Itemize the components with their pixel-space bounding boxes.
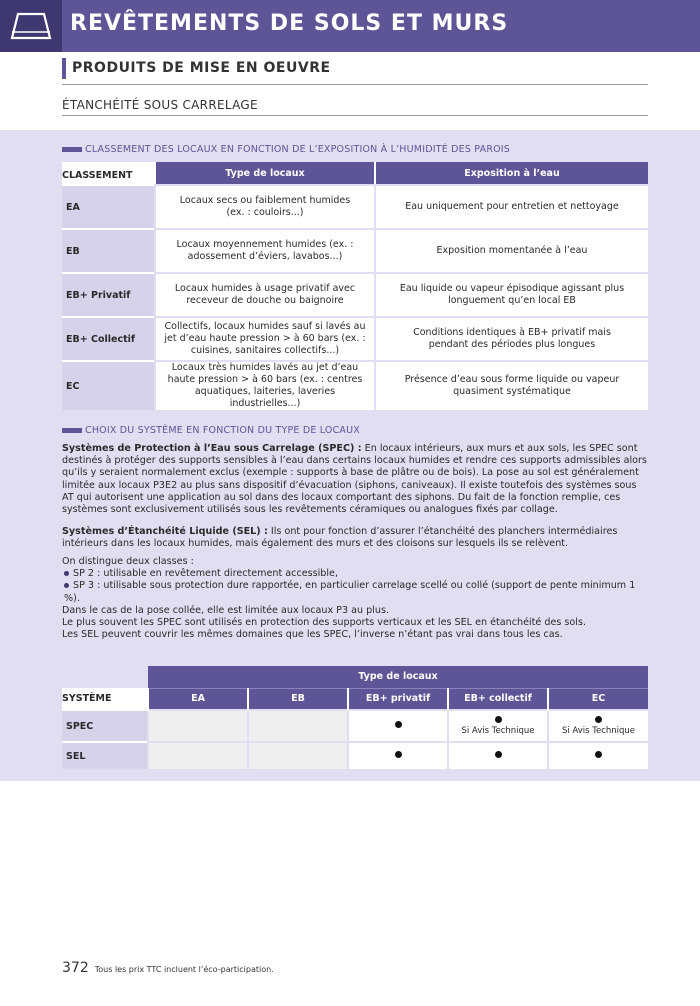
cell-ea xyxy=(148,742,248,770)
cell-eb xyxy=(248,710,348,742)
table-row xyxy=(62,742,648,770)
system-code: SEL xyxy=(62,742,148,770)
text-section-caption-text: CHOIX DU SYSTÈME EN FONCTION DU TYPE DE LOCAUX xyxy=(85,425,360,436)
check-dot xyxy=(595,716,602,723)
bullet-icon xyxy=(64,583,69,588)
row-code: EB xyxy=(62,228,154,272)
header-ea: EA xyxy=(148,688,248,710)
row-code: EA xyxy=(62,184,154,228)
row-code: EC xyxy=(62,360,154,412)
floor-tiles-icon xyxy=(10,10,52,42)
header-banner xyxy=(0,0,700,52)
header-type-locaux: Type de locaux xyxy=(154,162,374,184)
row-type: Locaux très humides lavés au jet d’eau haute pression > à 60 bars (ex. : centres aquatiques, laiteries, laveries industrielles...) xyxy=(154,360,374,412)
table-row xyxy=(62,272,648,316)
system-code: SPEC xyxy=(62,710,148,742)
header-icon-box xyxy=(0,0,62,52)
header-eb-collectif: EB+ collectif xyxy=(448,688,548,710)
table-row xyxy=(62,710,648,742)
classes-block xyxy=(62,556,650,641)
header-exposition: Exposition à l’eau xyxy=(374,162,648,184)
cell-eb-privatif xyxy=(348,742,448,770)
header-eb-privatif: EB+ privatif xyxy=(348,688,448,710)
sel-paragraph xyxy=(62,526,650,550)
page-title: REVÊTEMENTS DE SOLS ET MURS xyxy=(70,11,509,36)
spec-heading: Systèmes de Protection à l’Eau sous Carrelage (SPEC) : xyxy=(62,443,362,454)
cell-ec xyxy=(548,710,648,742)
section-heading xyxy=(62,58,648,80)
cell-ea xyxy=(148,710,248,742)
row-code: EB+ Collectif xyxy=(62,316,154,360)
caption-marker xyxy=(62,428,82,433)
row-exposure: Présence d’eau sous forme liquide ou vapeur quasiment systématique xyxy=(374,360,648,412)
table1-caption-text: CLASSEMENT DES LOCAUX EN FONCTION DE L’EXPOSITION À L’HUMIDITÉ DES PAROIS xyxy=(85,144,511,155)
header-systeme: SYSTÈME xyxy=(62,688,148,710)
table2-corner xyxy=(62,666,148,688)
text-line: Les SEL peuvent couvrir les mêmes domaines que les SPEC, l’inverse n’étant pas vrai dans tous les cas. xyxy=(62,629,563,641)
text-section-caption xyxy=(62,420,360,436)
spec-text: En locaux intérieurs, aux murs et aux sols, les SPEC sont destinés à protéger des supports sensibles à l’eau dans certains locaux humides et rendre ces supports admissibles alors qu’ils y seraient normalement exclus (exemple : supports à base de plâtre ou de bois). La pose au sol est généralement limitée aux locaux P3E2 au plus sans dispositif d’évacuation (siphons, caniveaux). Il existe toutefois des systèmes sous AT qui autorisent une application au sol dans des locaux comportant des siphons. Du fait de la fonction remplie, ces systèmes sont exclusivement utilisés sous les revêtements céramiques ou analogues fixés par collage. xyxy=(62,443,647,516)
row-exposure: Exposition momentanée à l’eau xyxy=(374,228,648,272)
check-dot xyxy=(495,716,502,723)
row-exposure: Conditions identiques à EB+ privatif mais pendant des périodes plus longues xyxy=(374,316,648,360)
sel-heading: Systèmes d’Étanchéité Liquide (SEL) : xyxy=(62,526,268,537)
header-classement: CLASSEMENT xyxy=(62,162,154,184)
subsection-title: ÉTANCHÉITÉ SOUS CARRELAGE xyxy=(62,98,258,112)
row-type: Locaux secs ou faiblement humides (ex. : couloirs...) xyxy=(154,184,374,228)
cell-eb-privatif xyxy=(348,710,448,742)
row-exposure: Eau liquide ou vapeur épisodique agissant plus longuement qu’en local EB xyxy=(374,272,648,316)
page-footer xyxy=(62,957,274,976)
bullet-text: SP 2 : utilisable en revêtement directement accessible, xyxy=(73,568,339,580)
row-type: Locaux humides à usage privatif avec receveur de douche ou baignoire xyxy=(154,272,374,316)
text-line: Dans le cas de la pose collée, elle est limitée aux locaux P3 au plus. xyxy=(62,604,390,616)
check-dot xyxy=(395,751,402,758)
bullet-icon xyxy=(64,571,69,576)
text-line: Le plus souvent les SPEC sont utilisés en protection des supports verticaux et les SEL en étanchéité des sols. xyxy=(62,617,586,629)
row-type: Locaux moyennement humides (ex. : adossement d’éviers, lavabos...) xyxy=(154,228,374,272)
table-row xyxy=(62,184,648,228)
caption-marker xyxy=(62,147,82,152)
cell-ec xyxy=(548,742,648,770)
section-accent-bar xyxy=(62,58,66,79)
table2-group-header: Type de locaux xyxy=(148,666,648,688)
footer-note: Tous les prix TTC incluent l’éco-participation. xyxy=(94,965,274,974)
table-row xyxy=(62,360,648,412)
page-number: 372 xyxy=(62,960,89,976)
system-table xyxy=(62,666,648,771)
check-dot xyxy=(495,751,502,758)
list-item xyxy=(62,580,650,604)
cell-eb-collectif xyxy=(448,742,548,770)
cell-eb xyxy=(248,742,348,770)
row-code: EB+ Privatif xyxy=(62,272,154,316)
subsection-divider xyxy=(62,115,648,116)
cell-note: Si Avis Technique xyxy=(461,726,535,736)
table1-caption xyxy=(62,139,511,155)
section-title: PRODUITS DE MISE EN OEUVRE xyxy=(72,60,331,76)
header-eb: EB xyxy=(248,688,348,710)
table-row xyxy=(62,316,648,360)
spec-paragraph xyxy=(62,443,650,516)
classification-table xyxy=(62,162,648,412)
cell-note: Si Avis Technique xyxy=(561,726,636,736)
list-item xyxy=(62,568,650,580)
check-dot xyxy=(395,721,402,728)
sel-text: Ils ont pour fonction d’assurer l’étanchéité des planchers intermédiaires intérieurs dans les locaux humides, mais également des murs et des cloisons sur lesquels ils se relèvent. xyxy=(62,526,618,550)
row-exposure: Eau uniquement pour entretien et nettoyage xyxy=(374,184,648,228)
section-divider xyxy=(62,84,648,85)
header-ec: EC xyxy=(548,688,648,710)
row-type: Collectifs, locaux humides sauf si lavés au jet d’eau haute pression > à 60 bars (ex. : cuisines, sanitaires collectifs...) xyxy=(154,316,374,360)
cell-eb-collectif xyxy=(448,710,548,742)
check-dot xyxy=(595,751,602,758)
classes-intro: On distingue deux classes : xyxy=(62,556,194,567)
table-row xyxy=(62,228,648,272)
bullet-text: SP 3 : utilisable sous protection dure rapportée, en particulier carrelage scellé ou collé (support de pente minimum 1 %). xyxy=(64,580,636,604)
